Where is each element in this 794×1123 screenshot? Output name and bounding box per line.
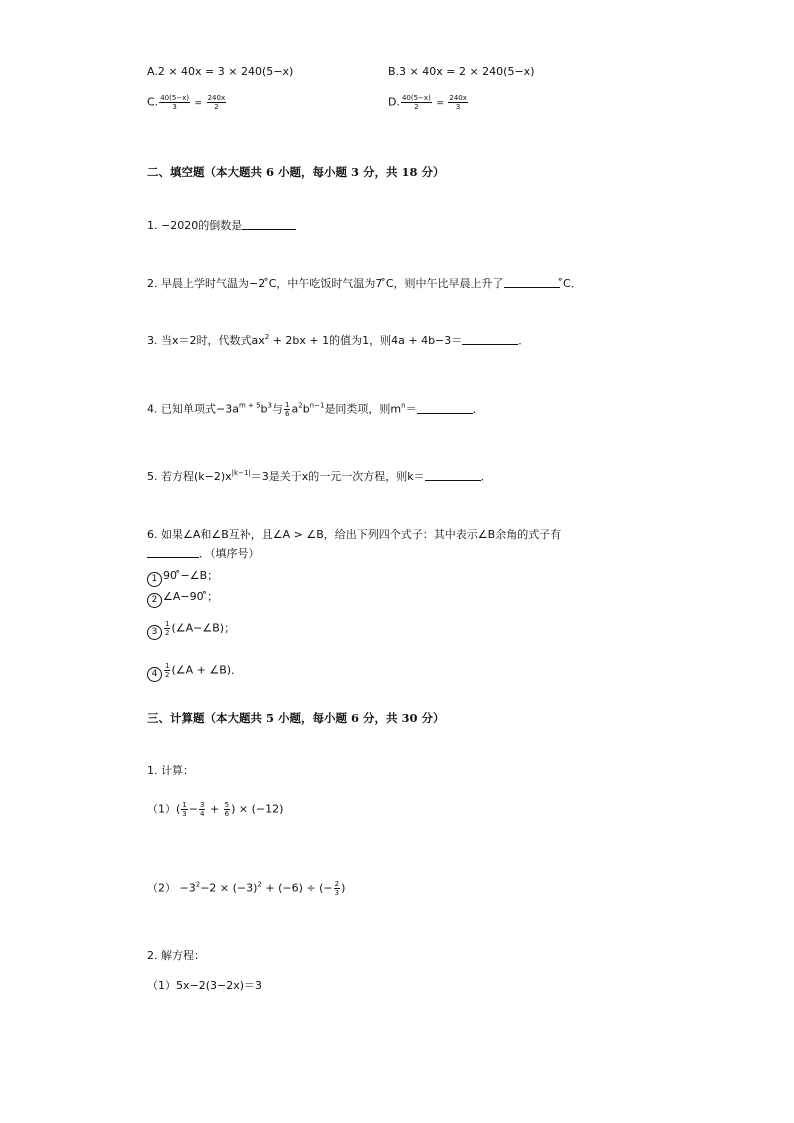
- question-text: + 2bx + 1的值为1，则4a + 4b−3＝: [269, 334, 463, 347]
- fraction: [207, 94, 227, 111]
- denominator: 3: [172, 103, 177, 111]
- answer-blank[interactable]: [425, 469, 481, 481]
- question-text: b: [302, 402, 310, 416]
- option-text: (∠A−∠B)；: [171, 621, 236, 635]
- choice-d: [388, 94, 469, 112]
- calc-question-2-title: 2. 解方程：: [147, 949, 205, 962]
- fraction: [199, 801, 205, 818]
- question-suffix: ̊C．: [559, 277, 582, 290]
- section-2-heading: 二、填空题（本大题共 6 小题，每小题 3 分，共 18 分）: [147, 165, 445, 179]
- question-text: 6. 如果∠A和∠B互补，且∠A > ∠B，给出下列四个式子：其中表示∠B余角的式子有: [147, 528, 562, 541]
- denominator: 2: [414, 103, 419, 111]
- circled-number: 2: [147, 593, 162, 608]
- choice-d-prefix: D.: [388, 95, 400, 109]
- numerator: 240x: [207, 94, 226, 102]
- part-label: （2）: [147, 881, 176, 895]
- question-suffix: ．: [518, 334, 530, 347]
- section-3-heading: 三、计算题（本大题共 5 小题，每小题 6 分，共 30 分）: [147, 711, 445, 725]
- numerator: 5: [224, 801, 230, 809]
- option-4: [147, 662, 242, 682]
- fraction: [164, 620, 170, 637]
- numerator: 40(5−x): [401, 94, 431, 102]
- fraction: [159, 94, 190, 111]
- circled-number: 1: [147, 572, 162, 587]
- question-text: b: [260, 402, 268, 416]
- numerator: 1: [285, 401, 290, 409]
- expression: + (−6) ÷ (−: [261, 881, 333, 895]
- fill-question-5: [147, 469, 492, 485]
- denominator: 3: [182, 810, 187, 818]
- fraction: [181, 801, 187, 818]
- option-text: 90 ̊−∠B；: [163, 569, 219, 582]
- question-text: 4. 已知单项式−3a: [147, 402, 239, 416]
- option-2: [147, 589, 218, 608]
- expression-tail: ): [341, 881, 346, 895]
- answer-blank[interactable]: [242, 218, 296, 230]
- operator: −: [188, 802, 198, 816]
- question-text: 1. −2020的倒数是: [147, 219, 243, 232]
- denominator: 6: [224, 810, 230, 818]
- exponent: 3: [267, 401, 272, 410]
- question-text: ＝3是关于x的一元一次方程，则k＝: [250, 470, 425, 483]
- fill-question-6-line2: [147, 546, 260, 562]
- expression-tail: ) × (−12): [231, 802, 284, 816]
- answer-blank[interactable]: [462, 333, 518, 345]
- paren: (: [176, 802, 181, 816]
- denominator: 2: [165, 671, 170, 679]
- numerator: 1: [165, 620, 170, 628]
- numerator: 1: [182, 801, 187, 809]
- exponent: n: [401, 401, 406, 410]
- exponent: 2: [298, 401, 303, 410]
- equals: =: [436, 98, 444, 109]
- question-text: 2. 早晨上学时气温为−2 ̊C，中午吃饭时气温为7 ̊C，则中午比早晨上升了: [147, 277, 504, 290]
- choice-a: A.2 × 40x = 3 × 240(5−x): [147, 65, 294, 78]
- denominator: 3: [455, 103, 461, 111]
- numerator: 3: [199, 801, 205, 809]
- choice-c: [147, 94, 227, 112]
- denominator: 6: [285, 410, 290, 418]
- exponent: 2: [257, 880, 262, 889]
- fill-question-3: [147, 333, 529, 349]
- exponent: n−1: [309, 401, 325, 410]
- fraction: [401, 94, 432, 111]
- question-text: 5. 若方程(k−2)x: [147, 470, 232, 483]
- option-1: [147, 568, 218, 587]
- numerator: 1: [165, 662, 170, 670]
- part-label: （1）: [147, 802, 176, 816]
- question-text: 与: [272, 402, 283, 416]
- fraction: [448, 94, 468, 111]
- fraction: [284, 401, 290, 418]
- circled-number: 3: [147, 625, 162, 640]
- equals: =: [194, 98, 203, 109]
- denominator: 3: [334, 889, 340, 897]
- question-text: ＝: [405, 402, 417, 416]
- denominator: 2: [214, 103, 219, 111]
- numerator: 240x: [449, 94, 467, 102]
- exponent: m + 5: [238, 401, 261, 410]
- question-text: a: [291, 402, 299, 416]
- answer-blank[interactable]: [504, 276, 560, 288]
- exponent: |k−1|: [231, 469, 251, 477]
- option-text: ∠A−90 ̊；: [163, 590, 219, 603]
- answer-blank[interactable]: [147, 546, 199, 558]
- calc-question-1-title: 1. 计算：: [147, 764, 194, 777]
- numerator: 40(5−x): [160, 94, 190, 102]
- question-text: 3. 当x＝2时，代数式ax: [147, 334, 265, 347]
- question-text: ．（填序号）: [199, 547, 260, 560]
- calc-question-1-part-1: [147, 801, 283, 818]
- denominator: 2: [165, 629, 170, 637]
- option-3: [147, 620, 235, 640]
- answer-blank[interactable]: [417, 402, 473, 414]
- question-text: 是同类项，则m: [324, 402, 402, 416]
- numerator: 2: [334, 880, 340, 888]
- fill-question-1: [147, 218, 296, 234]
- fill-question-2: [147, 276, 582, 292]
- fraction: [164, 662, 170, 679]
- fill-question-6: [147, 527, 561, 543]
- fill-question-4: [147, 401, 484, 418]
- fraction: [334, 880, 340, 897]
- exponent: 2: [195, 880, 201, 889]
- choice-c-prefix: C.: [147, 95, 159, 109]
- operator: +: [206, 802, 223, 816]
- question-suffix: ．: [472, 402, 484, 416]
- calc-question-2-part-1: （1）5x−2(3−2x)＝3: [147, 979, 263, 992]
- circled-number: 4: [147, 667, 162, 682]
- expression: −3: [176, 881, 196, 895]
- question-suffix: ．: [480, 470, 492, 483]
- exponent: 2: [264, 333, 270, 341]
- option-text: (∠A + ∠B)．: [171, 663, 243, 677]
- calc-question-1-part-2: [147, 880, 345, 897]
- choice-b: B.3 × 40x = 2 × 240(5−x): [388, 65, 535, 78]
- fraction: [224, 801, 230, 818]
- expression: −2 × (−3): [200, 881, 258, 895]
- denominator: 4: [199, 810, 205, 818]
